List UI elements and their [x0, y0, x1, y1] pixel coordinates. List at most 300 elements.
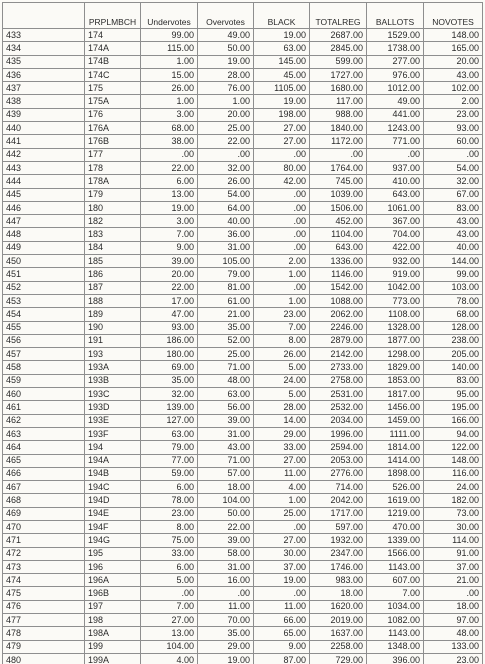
overvotes-cell: 35.00 [198, 627, 254, 640]
novotes-cell: 60.00 [424, 135, 483, 148]
ballots-cell: 1012.00 [367, 82, 424, 95]
undervotes-cell: 186.00 [141, 334, 198, 347]
precinct-cell: 194B [85, 467, 141, 480]
row-index: 441 [3, 135, 85, 148]
totalreg-cell: 1104.00 [310, 228, 367, 241]
precinct-cell: 174 [85, 29, 141, 42]
black-cell: 4.00 [254, 481, 310, 494]
ballots-cell: 1456.00 [367, 401, 424, 414]
totalreg-cell: 2845.00 [310, 42, 367, 55]
ballots-cell: 422.00 [367, 241, 424, 254]
undervotes-cell: 6.00 [141, 560, 198, 573]
totalreg-cell: 1727.00 [310, 68, 367, 81]
undervotes-cell: 4.00 [141, 653, 198, 664]
black-cell: 42.00 [254, 175, 310, 188]
overvotes-cell: 29.00 [198, 640, 254, 653]
row-index: 451 [3, 268, 85, 281]
ballots-cell: 1829.00 [367, 361, 424, 374]
black-cell: 19.00 [254, 29, 310, 42]
overvotes-cell: 22.00 [198, 135, 254, 148]
ballots-cell: 771.00 [367, 135, 424, 148]
black-cell: 5.00 [254, 388, 310, 401]
undervotes-cell: 13.00 [141, 188, 198, 201]
black-cell: 63.00 [254, 42, 310, 55]
row-index: 453 [3, 294, 85, 307]
table-row [3, 268, 483, 281]
overvotes-cell: .00 [198, 587, 254, 600]
precinct-cell: 177 [85, 148, 141, 161]
totalreg-cell: 2687.00 [310, 29, 367, 42]
novotes-cell: 114.00 [424, 534, 483, 547]
totalreg-cell: 1680.00 [310, 82, 367, 95]
novotes-cell: 2.00 [424, 95, 483, 108]
table-row [3, 494, 483, 507]
novotes-cell: 43.00 [424, 215, 483, 228]
undervotes-cell: 15.00 [141, 68, 198, 81]
undervotes-cell: 79.00 [141, 441, 198, 454]
black-cell: 7.00 [254, 321, 310, 334]
black-cell: 19.00 [254, 574, 310, 587]
black-cell: 1.00 [254, 268, 310, 281]
undervotes-cell: 99.00 [141, 29, 198, 42]
row-index: 475 [3, 587, 85, 600]
table-row [3, 108, 483, 121]
table-row [3, 587, 483, 600]
black-cell: 26.00 [254, 348, 310, 361]
precinct-cell: 190 [85, 321, 141, 334]
undervotes-cell: 75.00 [141, 534, 198, 547]
totalreg-cell: 1542.00 [310, 281, 367, 294]
row-index: 471 [3, 534, 85, 547]
precinct-cell: 193B [85, 374, 141, 387]
table-row [3, 454, 483, 467]
totalreg-cell: 1840.00 [310, 122, 367, 135]
overvotes-cell: 11.00 [198, 600, 254, 613]
row-index: 472 [3, 547, 85, 560]
table-row [3, 507, 483, 520]
black-cell: 27.00 [254, 122, 310, 135]
undervotes-cell: 23.00 [141, 507, 198, 520]
black-cell: 9.00 [254, 640, 310, 653]
header-row [3, 3, 483, 29]
undervotes-cell: 3.00 [141, 108, 198, 121]
row-index: 465 [3, 454, 85, 467]
novotes-cell: 97.00 [424, 614, 483, 627]
novotes-cell: 73.00 [424, 507, 483, 520]
novotes-cell: 40.00 [424, 241, 483, 254]
table-row [3, 201, 483, 214]
overvotes-cell: 58.00 [198, 547, 254, 560]
overvotes-cell: 63.00 [198, 388, 254, 401]
totalreg-cell: 2246.00 [310, 321, 367, 334]
row-index: 463 [3, 427, 85, 440]
overvotes-cell: 35.00 [198, 321, 254, 334]
novotes-cell: 128.00 [424, 321, 483, 334]
row-index: 440 [3, 122, 85, 135]
novotes-cell: 103.00 [424, 281, 483, 294]
overvotes-cell: 81.00 [198, 281, 254, 294]
ballots-cell: 1082.00 [367, 614, 424, 627]
undervotes-cell: 35.00 [141, 374, 198, 387]
black-cell: 145.00 [254, 55, 310, 68]
table-row [3, 481, 483, 494]
undervotes-cell: 22.00 [141, 281, 198, 294]
novotes-cell: 205.00 [424, 348, 483, 361]
row-index: 466 [3, 467, 85, 480]
novotes-cell: 91.00 [424, 547, 483, 560]
novotes-cell: 165.00 [424, 42, 483, 55]
totalreg-cell: 1088.00 [310, 294, 367, 307]
ballots-cell: 1219.00 [367, 507, 424, 520]
totalreg-cell: 2034.00 [310, 414, 367, 427]
black-cell: 198.00 [254, 108, 310, 121]
novotes-cell: 144.00 [424, 255, 483, 268]
row-index: 462 [3, 414, 85, 427]
undervotes-cell: 13.00 [141, 627, 198, 640]
precinct-cell: 198 [85, 614, 141, 627]
undervotes-cell: 69.00 [141, 361, 198, 374]
totalreg-cell: 1146.00 [310, 268, 367, 281]
precinct-cell: 176 [85, 108, 141, 121]
precinct-cell: 175 [85, 82, 141, 95]
totalreg-cell: 988.00 [310, 108, 367, 121]
black-cell: 87.00 [254, 653, 310, 664]
overvotes-cell: 64.00 [198, 201, 254, 214]
totalreg-cell: 1746.00 [310, 560, 367, 573]
undervotes-cell: 47.00 [141, 308, 198, 321]
totalreg-cell: 2062.00 [310, 308, 367, 321]
row-index: 454 [3, 308, 85, 321]
totalreg-cell: 2532.00 [310, 401, 367, 414]
ballots-cell: 1111.00 [367, 427, 424, 440]
ballots-cell: 277.00 [367, 55, 424, 68]
row-index: 458 [3, 361, 85, 374]
precinct-cell: 185 [85, 255, 141, 268]
table-row [3, 627, 483, 640]
table-row [3, 135, 483, 148]
precinct-cell: 194 [85, 441, 141, 454]
black-cell: 33.00 [254, 441, 310, 454]
totalreg-cell: 714.00 [310, 481, 367, 494]
table-row [3, 55, 483, 68]
undervotes-cell: 6.00 [141, 175, 198, 188]
novotes-cell: 21.00 [424, 574, 483, 587]
overvotes-cell: 54.00 [198, 188, 254, 201]
table-row [3, 414, 483, 427]
novotes-cell: 37.00 [424, 560, 483, 573]
black-cell: 23.00 [254, 308, 310, 321]
precinct-cell: 178 [85, 161, 141, 174]
ballots-cell: 1619.00 [367, 494, 424, 507]
undervotes-cell: 22.00 [141, 161, 198, 174]
precinct-cell: 196A [85, 574, 141, 587]
row-index: 477 [3, 614, 85, 627]
undervotes-cell: 5.00 [141, 574, 198, 587]
undervotes-cell: 7.00 [141, 600, 198, 613]
novotes-cell: 43.00 [424, 68, 483, 81]
totalreg-cell: 2776.00 [310, 467, 367, 480]
row-index: 459 [3, 374, 85, 387]
undervotes-cell: 180.00 [141, 348, 198, 361]
totalreg-cell: 2042.00 [310, 494, 367, 507]
novotes-cell: 94.00 [424, 427, 483, 440]
overvotes-cell: 25.00 [198, 348, 254, 361]
overvotes-cell: 20.00 [198, 108, 254, 121]
row-index: 478 [3, 627, 85, 640]
ballots-cell: 1042.00 [367, 281, 424, 294]
undervotes-cell: 104.00 [141, 640, 198, 653]
precinct-cell: 193 [85, 348, 141, 361]
novotes-cell: 238.00 [424, 334, 483, 347]
overvotes-cell: 31.00 [198, 427, 254, 440]
novotes-cell: .00 [424, 587, 483, 600]
ballots-cell: 1853.00 [367, 374, 424, 387]
precinct-cell: 196B [85, 587, 141, 600]
novotes-cell: 83.00 [424, 374, 483, 387]
header-ballots: BALLOTS [367, 3, 424, 29]
black-cell: 27.00 [254, 135, 310, 148]
novotes-cell: 54.00 [424, 161, 483, 174]
totalreg-cell: 1717.00 [310, 507, 367, 520]
undervotes-cell: 93.00 [141, 321, 198, 334]
overvotes-cell: 19.00 [198, 55, 254, 68]
undervotes-cell: 39.00 [141, 255, 198, 268]
precinct-cell: 193E [85, 414, 141, 427]
black-cell: 8.00 [254, 334, 310, 347]
row-index: 468 [3, 494, 85, 507]
row-index: 467 [3, 481, 85, 494]
ballots-cell: 1328.00 [367, 321, 424, 334]
black-cell: 11.00 [254, 467, 310, 480]
totalreg-cell: 2594.00 [310, 441, 367, 454]
ballots-cell: 49.00 [367, 95, 424, 108]
black-cell: 1.00 [254, 294, 310, 307]
totalreg-cell: 1506.00 [310, 201, 367, 214]
precinct-cell: 189 [85, 308, 141, 321]
precinct-cell: 178A [85, 175, 141, 188]
black-cell: .00 [254, 587, 310, 600]
novotes-cell: 67.00 [424, 188, 483, 201]
row-index: 437 [3, 82, 85, 95]
totalreg-cell: 1039.00 [310, 188, 367, 201]
row-index: 447 [3, 215, 85, 228]
novotes-cell: 43.00 [424, 228, 483, 241]
ballots-cell: 932.00 [367, 255, 424, 268]
black-cell: 45.00 [254, 68, 310, 81]
precinct-cell: 199 [85, 640, 141, 653]
undervotes-cell: 3.00 [141, 215, 198, 228]
totalreg-cell: 2053.00 [310, 454, 367, 467]
ballots-cell: 441.00 [367, 108, 424, 121]
precinct-cell: 194D [85, 494, 141, 507]
overvotes-cell: 1.00 [198, 95, 254, 108]
header-overvotes: Overvotes [198, 3, 254, 29]
overvotes-cell: 52.00 [198, 334, 254, 347]
novotes-cell: 20.00 [424, 55, 483, 68]
undervotes-cell: 59.00 [141, 467, 198, 480]
overvotes-cell: 105.00 [198, 255, 254, 268]
totalreg-cell: 729.00 [310, 653, 367, 664]
undervotes-cell: 33.00 [141, 547, 198, 560]
overvotes-cell: 104.00 [198, 494, 254, 507]
black-cell: .00 [254, 241, 310, 254]
table-row [3, 82, 483, 95]
totalreg-cell: 643.00 [310, 241, 367, 254]
precinct-cell: 182 [85, 215, 141, 228]
precinct-cell: 193F [85, 427, 141, 440]
novotes-cell: 116.00 [424, 467, 483, 480]
totalreg-cell: 18.00 [310, 587, 367, 600]
precinct-cell: 188 [85, 294, 141, 307]
overvotes-cell: 61.00 [198, 294, 254, 307]
table-row [3, 574, 483, 587]
row-index: 445 [3, 188, 85, 201]
ballots-cell: 7.00 [367, 587, 424, 600]
novotes-cell: 78.00 [424, 294, 483, 307]
black-cell: .00 [254, 201, 310, 214]
ballots-cell: 367.00 [367, 215, 424, 228]
novotes-cell: 30.00 [424, 520, 483, 533]
ballots-cell: 976.00 [367, 68, 424, 81]
ballots-cell: 1898.00 [367, 467, 424, 480]
black-cell: 65.00 [254, 627, 310, 640]
undervotes-cell: 77.00 [141, 454, 198, 467]
precinct-cell: 174C [85, 68, 141, 81]
row-index: 448 [3, 228, 85, 241]
table-row [3, 42, 483, 55]
ballots-cell: 937.00 [367, 161, 424, 174]
table-row [3, 600, 483, 613]
row-index: 434 [3, 42, 85, 55]
totalreg-cell: 1620.00 [310, 600, 367, 613]
black-cell: 14.00 [254, 414, 310, 427]
table-row [3, 334, 483, 347]
undervotes-cell: 1.00 [141, 95, 198, 108]
novotes-cell: 140.00 [424, 361, 483, 374]
totalreg-cell: 1764.00 [310, 161, 367, 174]
table-row [3, 95, 483, 108]
totalreg-cell: 2142.00 [310, 348, 367, 361]
precinct-cell: 174B [85, 55, 141, 68]
novotes-cell: 18.00 [424, 600, 483, 613]
overvotes-cell: 26.00 [198, 175, 254, 188]
overvotes-cell: 32.00 [198, 161, 254, 174]
totalreg-cell: 2019.00 [310, 614, 367, 627]
precinct-cell: 194A [85, 454, 141, 467]
black-cell: 29.00 [254, 427, 310, 440]
table-row [3, 441, 483, 454]
ballots-cell: 1414.00 [367, 454, 424, 467]
overvotes-cell: 40.00 [198, 215, 254, 228]
ballots-cell: 1243.00 [367, 122, 424, 135]
totalreg-cell: 2347.00 [310, 547, 367, 560]
undervotes-cell: 27.00 [141, 614, 198, 627]
novotes-cell: 23.00 [424, 653, 483, 664]
row-index: 439 [3, 108, 85, 121]
overvotes-cell: 25.00 [198, 122, 254, 135]
table-row [3, 188, 483, 201]
novotes-cell: 95.00 [424, 388, 483, 401]
undervotes-cell: 127.00 [141, 414, 198, 427]
undervotes-cell: 78.00 [141, 494, 198, 507]
overvotes-cell: 18.00 [198, 481, 254, 494]
ballots-cell: 1034.00 [367, 600, 424, 613]
table-row [3, 308, 483, 321]
table-row [3, 401, 483, 414]
precinct-cell: 187 [85, 281, 141, 294]
precinct-cell: 174A [85, 42, 141, 55]
precinct-cell: 186 [85, 268, 141, 281]
precinct-cell: 193D [85, 401, 141, 414]
novotes-cell: 48.00 [424, 627, 483, 640]
ballots-cell: 773.00 [367, 294, 424, 307]
precinct-cell: 193C [85, 388, 141, 401]
novotes-cell: 23.00 [424, 108, 483, 121]
ballots-cell: 410.00 [367, 175, 424, 188]
table-row [3, 348, 483, 361]
ballots-cell: 1817.00 [367, 388, 424, 401]
header-prplmbch: PRPLMBCH [85, 3, 141, 29]
overvotes-cell: 71.00 [198, 454, 254, 467]
undervotes-cell: 26.00 [141, 82, 198, 95]
table-row [3, 228, 483, 241]
totalreg-cell: 597.00 [310, 520, 367, 533]
header-undervotes: Undervotes [141, 3, 198, 29]
black-cell: .00 [254, 188, 310, 201]
black-cell: 27.00 [254, 534, 310, 547]
ballots-cell: 1459.00 [367, 414, 424, 427]
precinct-cell: 180 [85, 201, 141, 214]
black-cell: 1105.00 [254, 82, 310, 95]
row-index: 460 [3, 388, 85, 401]
ballots-cell: .00 [367, 148, 424, 161]
black-cell: 28.00 [254, 401, 310, 414]
precinct-cell: 176A [85, 122, 141, 135]
totalreg-cell: 2758.00 [310, 374, 367, 387]
ballots-cell: 1529.00 [367, 29, 424, 42]
table-row [3, 374, 483, 387]
novotes-cell: 122.00 [424, 441, 483, 454]
table-row [3, 122, 483, 135]
table-row [3, 614, 483, 627]
ballots-cell: 643.00 [367, 188, 424, 201]
overvotes-cell: 39.00 [198, 534, 254, 547]
row-index: 450 [3, 255, 85, 268]
header-totalreg: TOTALREG [310, 3, 367, 29]
ballots-cell: 470.00 [367, 520, 424, 533]
table-row [3, 29, 483, 42]
novotes-cell: 166.00 [424, 414, 483, 427]
precinct-cell: 197 [85, 600, 141, 613]
totalreg-cell: 1996.00 [310, 427, 367, 440]
black-cell: 80.00 [254, 161, 310, 174]
undervotes-cell: 8.00 [141, 520, 198, 533]
overvotes-cell: 28.00 [198, 68, 254, 81]
novotes-cell: 148.00 [424, 29, 483, 42]
black-cell: .00 [254, 228, 310, 241]
ballots-cell: 396.00 [367, 653, 424, 664]
row-index: 433 [3, 29, 85, 42]
black-cell: 2.00 [254, 255, 310, 268]
undervotes-cell: 9.00 [141, 241, 198, 254]
row-index: 469 [3, 507, 85, 520]
table-row [3, 161, 483, 174]
totalreg-cell: .00 [310, 148, 367, 161]
row-index: 456 [3, 334, 85, 347]
overvotes-cell: 56.00 [198, 401, 254, 414]
totalreg-cell: 599.00 [310, 55, 367, 68]
precinct-cell: 199A [85, 653, 141, 664]
